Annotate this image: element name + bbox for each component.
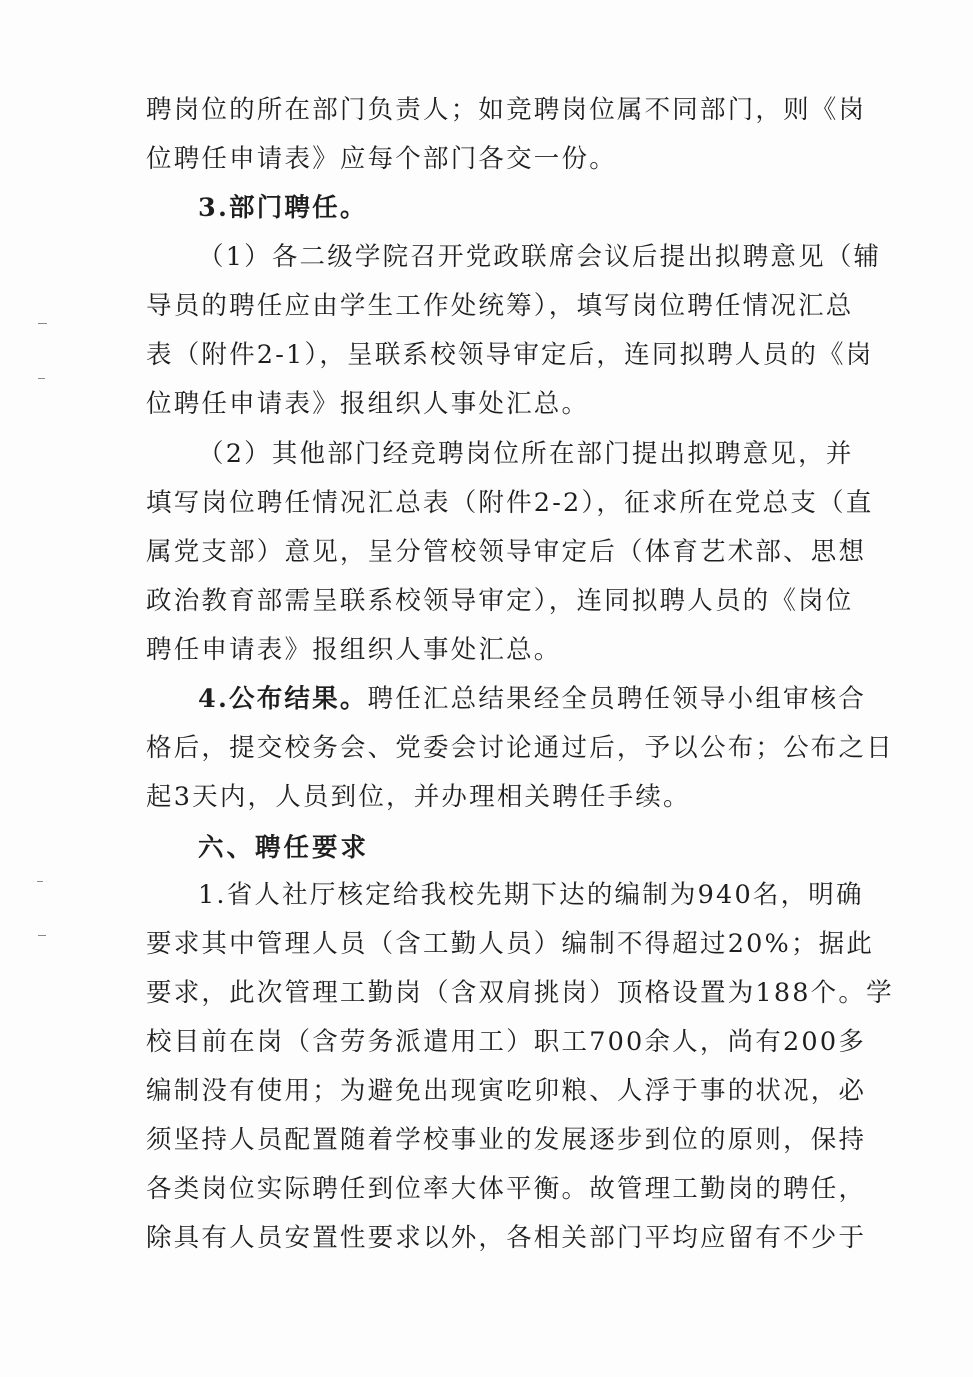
text-line: 要求其中管理人员（含工勤人员）编制不得超过20%；据此 bbox=[146, 929, 875, 959]
text-line: 聘岗位的所在部门负责人；如竞聘岗位属不同部门，则《岗 bbox=[146, 95, 867, 125]
text-line: 除具有人员安置性要求以外，各相关部门平均应留有不少于 bbox=[146, 1223, 867, 1253]
text-line: （1）各二级学院召开党政联席会议后提出拟聘意见（辅 bbox=[198, 242, 882, 272]
text-line bbox=[198, 682, 867, 716]
text-line: （2）其他部门经竞聘岗位所在部门提出拟聘意见，并 bbox=[198, 439, 854, 469]
section-heading: 3.部门聘任。 bbox=[198, 193, 368, 223]
text-line: 格后，提交校务会、党委会讨论通过后，予以公布；公布之日 bbox=[146, 733, 894, 763]
text-line: 起3天内，人员到位，并办理相关聘任手续。 bbox=[146, 782, 691, 812]
text-line: 位聘任申请表》应每个部门各交一份。 bbox=[146, 144, 617, 174]
text-line: 聘任申请表》报组织人事处汇总。 bbox=[146, 635, 562, 665]
text-line: 各类岗位实际聘任到位率大体平衡。故管理工勤岗的聘任， bbox=[146, 1174, 867, 1204]
text-line: 属党支部）意见，呈分管校领导审定后（体育艺术部、思想 bbox=[146, 537, 867, 567]
scan-mark bbox=[38, 378, 45, 379]
text-span: 聘任汇总结果经全员聘任领导小组审核合 bbox=[367, 684, 867, 714]
text-line: 位聘任申请表》报组织人事处汇总。 bbox=[146, 389, 590, 419]
text-line: 1.省人社厅核定给我校先期下达的编制为940名，明确 bbox=[198, 880, 864, 910]
text-line: 编制没有使用；为避免出现寅吃卯粮、人浮于事的状况，必 bbox=[146, 1076, 867, 1106]
scan-mark bbox=[38, 935, 46, 936]
text-line: 校目前在岗（含劳务派遣用工）职工700余人，尚有200多 bbox=[146, 1027, 866, 1057]
section-heading: 4.公布结果。 bbox=[198, 684, 368, 714]
chapter-heading: 六、聘任要求 bbox=[198, 833, 370, 863]
text-line: 须坚持人员配置随着学校事业的发展逐步到位的原则，保持 bbox=[146, 1125, 867, 1155]
text-line: 表（附件2-1），呈联系校领导审定后，连同拟聘人员的《岗 bbox=[146, 340, 874, 370]
scan-mark bbox=[37, 881, 43, 882]
text-line: 导员的聘任应由学生工作处统筹），填写岗位聘任情况汇总 bbox=[146, 291, 854, 321]
text-line: 政治教育部需呈联系校领导审定），连同拟聘人员的《岗位 bbox=[146, 586, 854, 616]
text-line: 要求，此次管理工勤岗（含双肩挑岗）顶格设置为188个。学 bbox=[146, 978, 894, 1008]
scan-mark bbox=[38, 323, 47, 324]
text-line: 填写岗位聘任情况汇总表（附件2-2），征求所在党总支（直 bbox=[146, 488, 874, 518]
